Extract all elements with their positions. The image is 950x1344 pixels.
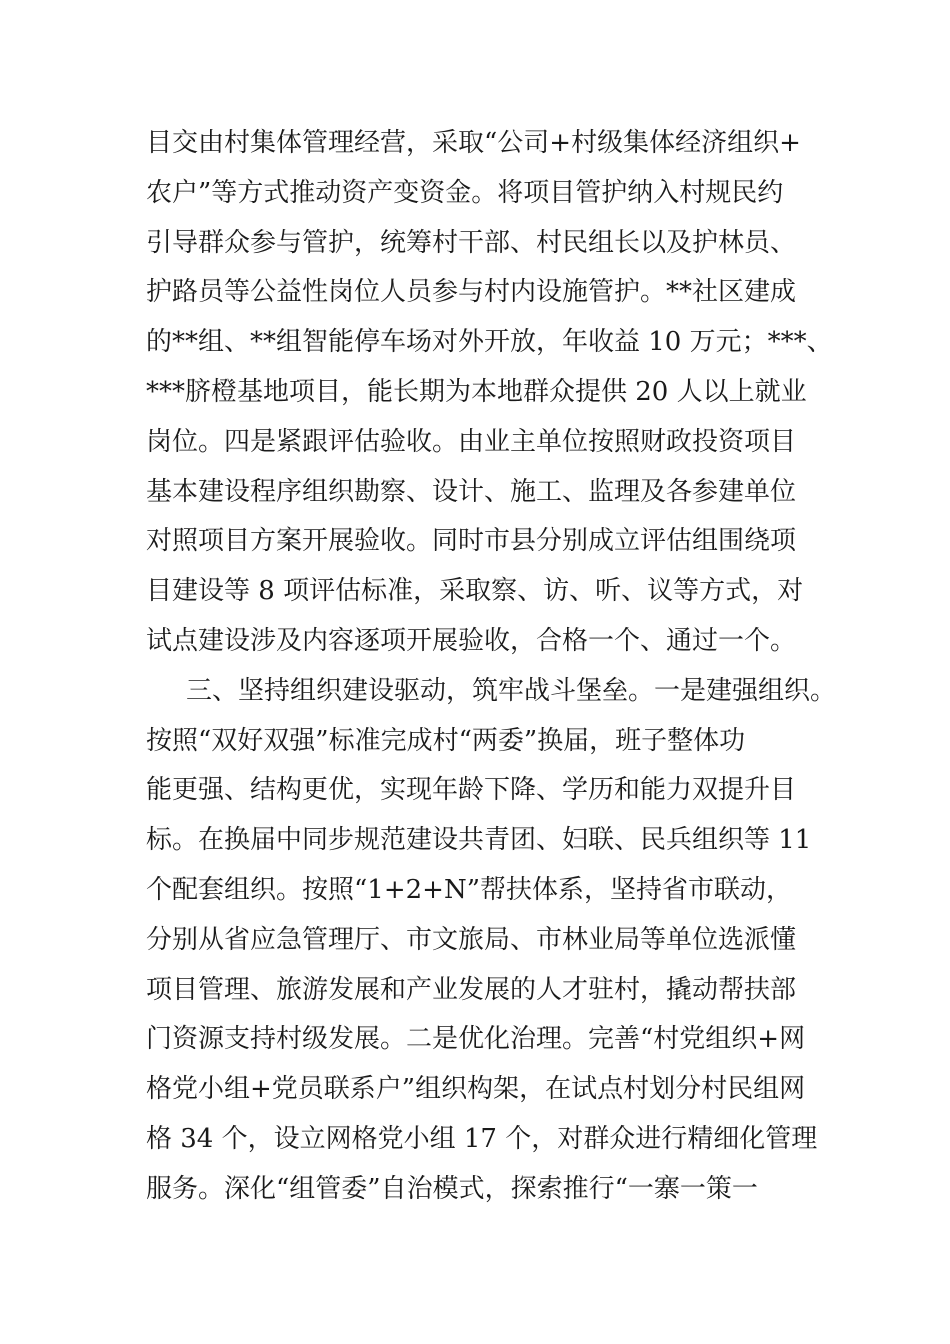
text-line: 的**组、**组智能停车场对外开放，年收益 10 万元；***、 bbox=[146, 327, 833, 358]
text-line: 基本建设程序组织勘察、设计、施工、监理及各参建单位 bbox=[146, 476, 797, 507]
text-line: 目建设等 8 项评估标准，采取察、访、听、议等方式，对 bbox=[146, 576, 804, 607]
text-line: 能更强、结构更优，实现年龄下降、学历和能力双提升目 bbox=[146, 775, 797, 806]
text-line: 标。在换届中同步规范建设共青团、妇联、民兵组织等 11 bbox=[146, 825, 812, 856]
text-line: 门资源支持村级发展。二是优化治理。完善“村党组织+网 bbox=[146, 1024, 806, 1055]
text-line: 引导群众参与管护，统筹村干部、村民组长以及护林员、 bbox=[146, 227, 797, 258]
text-line: 护路员等公益性岗位人员参与村内设施管护。**社区建成 bbox=[146, 277, 797, 308]
text-line: 项目管理、旅游发展和产业发展的人才驻村，撬动帮扶部 bbox=[146, 974, 797, 1005]
text-line: 对照项目方案开展验收。同时市县分别成立评估组围绕项 bbox=[146, 526, 797, 557]
text-line: 岗位。四是紧跟评估验收。由业主单位按照财政投资项目 bbox=[146, 426, 797, 457]
text-line: 格 34 个，设立网格党小组 17 个，对群众进行精细化管理 bbox=[146, 1124, 818, 1154]
paragraph-first-line: 三、坚持组织建设驱动，筑牢战斗堡垒。一是建强组织。 bbox=[186, 675, 837, 706]
text-line: 服务。深化“组管委”自治模式，探索推行“一寨一策一 bbox=[146, 1173, 758, 1204]
text-line: 农户”等方式推动资产变资金。将项目管护纳入村规民约 bbox=[146, 177, 784, 208]
text-line: 格党小组+党员联系户”组织构架，在试点村划分村民组网 bbox=[146, 1074, 806, 1105]
text-line: 试点建设涉及内容逐项开展验收，合格一个、通过一个。 bbox=[146, 626, 797, 656]
text-line: ***脐橙基地项目，能长期为本地群众提供 20 人以上就业 bbox=[146, 377, 807, 407]
text-line: 按照“双好双强”标准完成村“两委”换届，班子整体功 bbox=[146, 725, 746, 756]
text-line: 个配套组织。按照“1+2+N”帮扶体系，坚持省市联动， bbox=[146, 875, 792, 905]
text-line: 目交由村集体管理经营，采取“公司+村级集体经济组织+ bbox=[146, 128, 801, 158]
text-line: 分别从省应急管理厅、市文旅局、市林业局等单位选派懂 bbox=[146, 924, 797, 955]
